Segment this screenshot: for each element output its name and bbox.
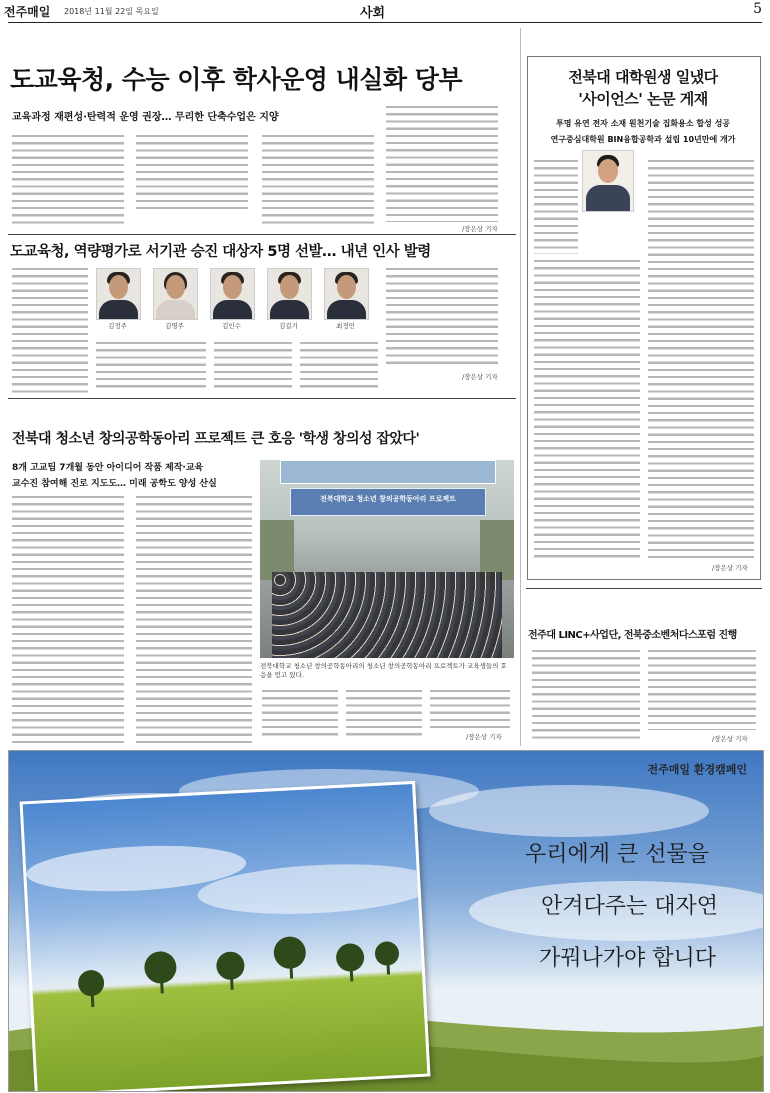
- person-name: 김길기: [279, 322, 298, 330]
- article3-body-col1: [12, 494, 124, 744]
- sidebar-sub-line1: 투명 유연 전자 소재 원천기술 집화용소 합성 성공: [555, 119, 731, 128]
- article1-byline: /장은상 기자: [462, 225, 498, 233]
- article3-byline: /장은상 기자: [466, 733, 502, 741]
- article2-body-col3: [214, 340, 292, 392]
- article2-body-col4: [300, 340, 378, 392]
- article1-headline: 도교육청, 수능 이후 학사운영 내실화 당부: [10, 65, 463, 94]
- article3-body-col5: [430, 688, 510, 728]
- sidebar-body-wrap: [534, 158, 578, 254]
- article2-byline: /장은상 기자: [462, 373, 498, 381]
- sidebar-portrait: [582, 150, 634, 212]
- person-name: 김정주: [108, 322, 127, 330]
- photo-banner-text: 전북대학교 청소년 창의공학동아리 프로젝트: [320, 495, 456, 503]
- article3-subheadline2: 교수진 참여해 진로 지도도… 미래 공학도 양성 산실: [12, 479, 217, 489]
- person-name: 최정민: [336, 322, 355, 330]
- portrait-2: [153, 268, 198, 320]
- sidebar-body-col2: [648, 158, 754, 558]
- article3-body-col3: [262, 688, 338, 738]
- section-title: 사회: [360, 6, 386, 21]
- paper-name: 전주매일: [4, 5, 51, 19]
- article2-body-col1: [12, 266, 88, 394]
- environment-campaign-ad: [8, 750, 764, 1092]
- article4-body-col2: [648, 648, 756, 730]
- portrait-3: [210, 268, 255, 320]
- campaign-photo: [20, 781, 431, 1092]
- article2-body-col5: [386, 266, 498, 368]
- article4-body-col1: [532, 648, 640, 740]
- campaign-slogan-line1: 우리에게 큰 선물을: [525, 842, 710, 867]
- article3-body-col4: [346, 688, 422, 738]
- portrait-1: [96, 268, 141, 320]
- issue-date: 2018년 11월 22일 목요일: [64, 7, 159, 16]
- column-divider: [520, 28, 521, 746]
- article1-body-col1: [12, 133, 124, 225]
- campaign-slogan-line3: 가꿔나가야 합니다: [539, 946, 717, 971]
- sidebar-sub-line2: 연구중심대학원 BIN융합공학과 설립 10년만에 개가: [550, 135, 736, 144]
- article2-headline: 도교육청, 역량평가로 서기관 승진 대상자 5명 선발… 내년 인사 발령: [10, 244, 431, 260]
- divider: [8, 234, 516, 235]
- photo-caption: 전북대학교 청소년 창의공학동아리의 청소년 창의공학동아리 프로젝트가 교육생들의 호응을 얻고 있다.: [260, 662, 507, 679]
- article1-subheadline: 교육과정 재편성·탄력적 운영 권장… 무리한 단축수업은 지양: [12, 112, 279, 123]
- article1-body-col3: [262, 133, 374, 225]
- sidebar-title-line2: '사이언스' 논문 게재: [578, 90, 708, 108]
- sidebar-byline: /장은상 기자: [712, 564, 748, 572]
- divider: [526, 588, 762, 589]
- article2-body-col2: [96, 340, 206, 392]
- sidebar-title-line1: 전북대 대학원생 일냈다: [568, 68, 718, 86]
- article1-body-col2: [136, 133, 248, 210]
- divider: [8, 398, 516, 399]
- campaign-slogan-line2: 안겨다주는 대자연: [541, 894, 719, 919]
- article3-subheadline1: 8개 고교팀 7개월 동안 아이디어 작품 제작·교육: [12, 463, 204, 473]
- article4-byline: /장은상 기자: [712, 735, 748, 743]
- article3-headline: 전북대 청소년 창의공학동아리 프로젝트 큰 호응 '학생 창의성 잡았다': [12, 431, 420, 447]
- group-photo: [260, 460, 514, 658]
- campaign-label: 전주매일 환경캠페인: [647, 763, 747, 776]
- page-number: 5: [753, 1, 762, 17]
- campaign-photo-svg: [23, 784, 428, 1092]
- article4-headline: 전주대 LINC+사업단, 전북중소벤처다스포럼 진행: [528, 630, 737, 641]
- sidebar-body-col1: [534, 258, 640, 558]
- person-name: 김인수: [222, 322, 241, 330]
- portrait-4: [267, 268, 312, 320]
- person-name: 김명주: [165, 322, 184, 330]
- portrait-5: [324, 268, 369, 320]
- article3-body-col2: [136, 494, 252, 744]
- article1-body-col4: [386, 104, 498, 222]
